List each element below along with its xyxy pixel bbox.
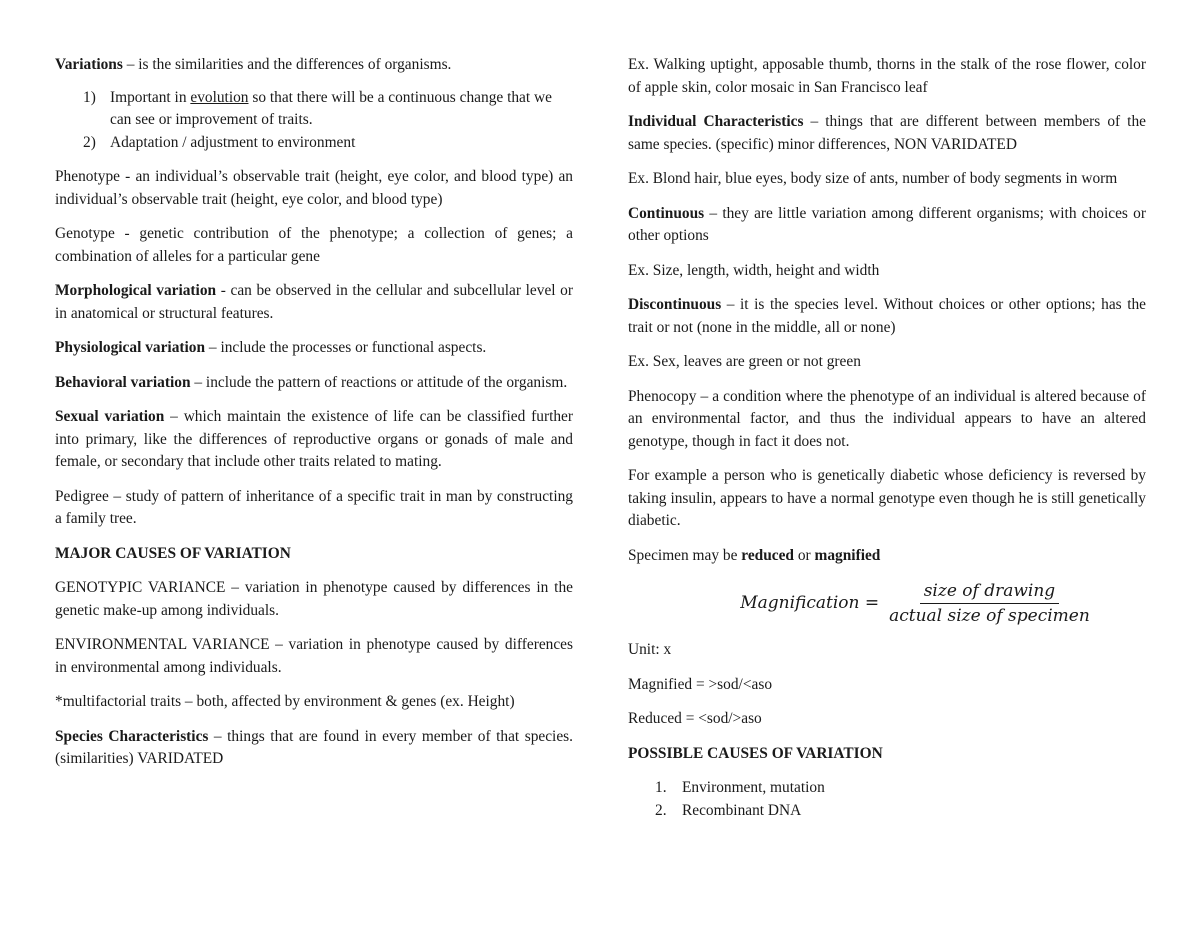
list-item [655,800,1146,823]
reduced-rule: Reduced = <sod/>aso [628,710,762,727]
continuous-definition [628,203,1146,248]
formula-numerator: size of drawing [920,581,1059,604]
behavioral-definition [55,372,573,395]
list-item [83,87,573,132]
physiological-label: Physiological variation [55,339,206,356]
discontinuous-text: – it is the species level. Without choices or other options; has the trait or not (none in the middle, all or none) [628,296,1146,336]
evolution-link: evolution [190,88,249,106]
genotype-definition: Genotype - genetic contribution of the phenotype; a collection of genes; a combination of alleles for a particular gene [55,225,573,265]
species-definition [55,726,573,771]
blond-example: Ex. Blond hair, blue eyes, body size of ants, number of body segments in worm [628,170,1118,187]
magnification-formula [688,579,1146,627]
formula-fraction [885,581,1094,626]
walking-example: Ex. Walking uptight, apposable thumb, thorns in the stalk of the rose flower, color of apple skin, color mosaic in San Francisco leaf [628,56,1146,96]
discontinuous-label: Discontinuous [628,296,722,313]
list-item-text: Important in [110,88,191,106]
sexual-label: Sexual variation [55,408,165,425]
variations-definition [55,54,573,77]
morphological-definition [55,280,573,325]
size-example: Ex. Size, length, width, height and width [628,261,880,279]
individual-text: – things that are different between members of the same species. (specific) minor differences, NON VARIDATED [628,113,1146,153]
morphological-label: Morphological variation [55,282,217,299]
list-item-text: Recombinant DNA [682,801,802,819]
physiological-text: – include the processes or functional aspects. [205,339,487,356]
list-number: 1. [655,779,667,796]
specimen-text: Specimen may be [628,546,742,564]
morphological-text: - can be observed in the cellular and subcellular level or in anatomical or structural features. [55,282,573,322]
species-text: – things that are found in every member of that species. (similarities) VARIDATED [55,727,573,767]
diabetic-example: For example a person who is genetically diabetic whose deficiency is reversed by taking insulin, appears to have a normal genotype even though he is still genetically diabetic. [628,467,1146,529]
genotypic-variance-definition: GENOTYPIC VARIANCE – variation in phenotype caused by differences in the genetic make-up among individuals. [55,579,573,619]
continuous-text: – they are little variation among different organisms; with choices or other options [628,204,1146,244]
individual-definition [628,111,1146,156]
list-item-text: Adaptation / adjustment to environment [110,133,356,151]
sexual-definition [55,406,573,474]
environmental-variance-definition: ENVIRONMENTAL VARIANCE – variation in phenotype caused by differences in environmental among individuals. [55,636,573,676]
list-number: 2. [655,801,667,819]
list-number: 1) [83,88,96,106]
physiological-definition [55,337,573,360]
list-item-text: Environment, mutation [682,779,825,796]
reduced-label: reduced [741,546,794,564]
sex-example: Ex. Sex, leaves are green or not green [628,353,861,370]
formula-denominator: actual size of specimen [889,605,1090,626]
magnified-rule: Magnified = >sod/<aso [628,675,773,693]
list-number: 2) [83,133,96,151]
behavioral-label: Behavioral variation [55,373,191,391]
sexual-text: – which maintain the existence of life can be classified further into primary, like the differences of reproductive organs or gonads of male and female, or secondary that include other traits related to mating. [55,408,573,470]
list-item-text: so that there will be a continuous change that we can see or improvement of traits. [110,88,552,128]
individual-label: Individual Characteristics [628,113,804,130]
phenocopy-definition: Phenocopy – a condition where the phenotype of an individual is altered because of an environmental factor, and thus the individual appears to have an altered genotype, though in fact it does not. [628,387,1146,450]
unit-line: Unit: x [628,641,672,658]
possible-causes-heading: POSSIBLE CAUSES OF VARIATION [628,744,883,762]
formula-lhs: Magnification = [740,592,880,613]
variations-label: Variations [55,56,123,73]
specimen-or: or [794,546,815,564]
variations-text: – is the similarities and the differences of organisms. [122,56,452,73]
discontinuous-definition [628,294,1146,339]
pedigree-definition: Pedigree – study of pattern of inheritance of a specific trait in man by constructing a family tree. [55,487,573,527]
behavioral-text: – include the pattern of reactions or attitude of the organism. [190,373,568,391]
specimen-note [628,545,1146,568]
possible-causes-list [655,777,1146,822]
major-causes-heading: MAJOR CAUSES OF VARIATION [55,544,291,562]
magnified-label: magnified [814,546,881,564]
phenotype-definition: Phenotype - an individual’s observable trait (height, eye color, and blood type) an individual’s observable trait (height, eye color, and blood type) [55,168,573,208]
right-column [628,54,1146,834]
species-label: Species Characteristics [55,727,209,745]
list-item [655,777,1146,800]
multifactorial-note: *multifactorial traits – both, affected by environment & genes (ex. Height) [55,693,515,710]
left-column [55,54,573,783]
variations-list [83,87,573,155]
continuous-label: Continuous [628,204,705,222]
list-item [83,132,573,155]
